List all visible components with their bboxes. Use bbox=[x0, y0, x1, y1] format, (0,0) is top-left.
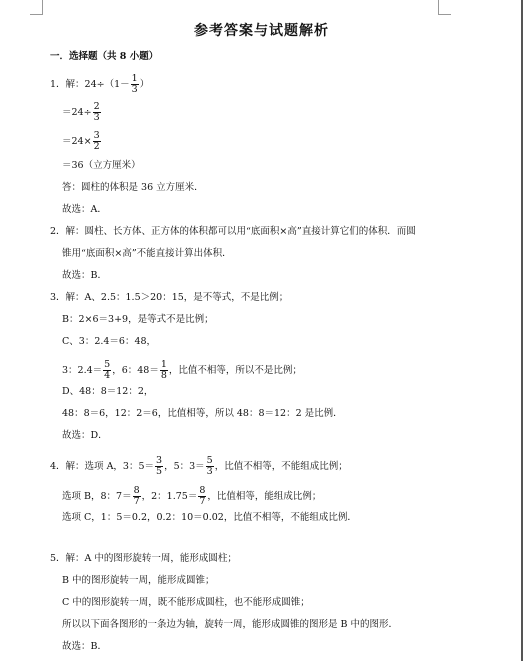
q4-text: ，比值不相等，不能组成比例； bbox=[214, 461, 348, 472]
denominator: 3 bbox=[206, 466, 213, 477]
denominator: 3 bbox=[131, 84, 138, 95]
q4-line-1 bbox=[50, 456, 348, 477]
q1-line-3 bbox=[62, 131, 102, 152]
q3-text: 3：2.4＝ bbox=[62, 365, 103, 376]
fraction bbox=[198, 486, 206, 507]
q5-line-1: 5．解：A 中的图形旋转一周，能形成圆柱； bbox=[50, 553, 237, 564]
numerator: 5 bbox=[104, 359, 111, 370]
fraction bbox=[155, 456, 163, 477]
denominator: 4 bbox=[104, 370, 111, 381]
numerator: 8 bbox=[133, 485, 140, 496]
section-heading: 一．选择题（共 8 小题） bbox=[50, 51, 159, 62]
fraction bbox=[93, 131, 101, 152]
numerator: 5 bbox=[206, 455, 213, 466]
q1-text: 1．解：24÷（1－ bbox=[50, 79, 130, 90]
q5-line-2: B 中的图形旋转一周，能形成圆锥； bbox=[62, 575, 215, 586]
q1-line-4: ＝36（立方厘米） bbox=[62, 160, 141, 171]
fraction bbox=[160, 360, 168, 381]
page-title: 参考答案与试题解析 bbox=[194, 23, 329, 39]
q3-line-3: C、3：2.4＝6：48， bbox=[62, 336, 157, 347]
q1-text: ＝24÷ bbox=[62, 107, 92, 118]
margin-corner-mark-left bbox=[30, 0, 43, 15]
q4-text: ，5：3＝ bbox=[164, 461, 205, 472]
numerator: 1 bbox=[131, 73, 138, 84]
denominator: 7 bbox=[133, 496, 140, 507]
numerator: 2 bbox=[93, 101, 100, 112]
q2-answer: 故选：B． bbox=[62, 270, 107, 281]
q3-line-4 bbox=[62, 360, 302, 381]
q3-text: ，比值不相等，所以不是比例； bbox=[168, 365, 302, 376]
denominator: 3 bbox=[93, 112, 100, 123]
q5-line-4: 所以以下面各图形的一条边为轴，旋转一周，能形成圆锥的图形是 B 中的图形． bbox=[62, 619, 399, 630]
fraction bbox=[131, 74, 139, 95]
q1-text: ） bbox=[139, 79, 150, 90]
numerator: 3 bbox=[156, 455, 163, 466]
q3-line-6: 48：8＝6，12：2＝6，比值相等，所以 48：8＝12：2 是比例． bbox=[62, 408, 343, 419]
q5-answer: 故选：B． bbox=[62, 641, 107, 652]
q2-line-1: 2．解：圆柱、长方体、正方体的体积都可以用“底面积×高”直接计算它们的体积．而圆 bbox=[50, 226, 416, 237]
q4-line-3: 选项 C，1：5＝0.2，0.2：10＝0.02，比值不相等，不能组成比例． bbox=[62, 512, 357, 523]
q2-line-2: 锥用“底面积×高”不能直接计算出体积． bbox=[62, 248, 232, 259]
q1-text: ＝24× bbox=[62, 136, 92, 147]
q1-answer: 故选：A． bbox=[62, 204, 107, 215]
q4-text: ，比值相等，能组成比例； bbox=[207, 491, 322, 502]
q3-line-2: B：2×6＝3+9，是等式不是比例； bbox=[62, 314, 214, 325]
margin-corner-mark-right bbox=[438, 0, 451, 15]
numerator: 1 bbox=[160, 359, 167, 370]
q1-line-1 bbox=[50, 74, 149, 95]
q4-text: ，2：1.75＝ bbox=[141, 491, 198, 502]
denominator: 5 bbox=[156, 466, 163, 477]
q3-answer: 故选：D． bbox=[62, 430, 108, 441]
q1-line-2 bbox=[62, 102, 102, 123]
denominator: 8 bbox=[160, 370, 167, 381]
q3-text: ，6：48＝ bbox=[112, 365, 159, 376]
fraction bbox=[103, 360, 111, 381]
q3-line-1: 3．解：A、2.5：1.5＞20：15，是不等式，不是比例； bbox=[50, 292, 289, 303]
q4-text: 选项 B，8：7＝ bbox=[62, 491, 132, 502]
q4-text: 4．解：选项 A，3：5＝ bbox=[50, 461, 155, 472]
denominator: 2 bbox=[93, 141, 100, 152]
fraction bbox=[93, 102, 101, 123]
numerator: 8 bbox=[199, 485, 206, 496]
q4-line-2 bbox=[62, 486, 321, 507]
numerator: 3 bbox=[93, 130, 100, 141]
q1-line-5: 答：圆柱的体积是 36 立方厘米． bbox=[62, 182, 204, 193]
fraction bbox=[206, 456, 214, 477]
fraction bbox=[133, 486, 141, 507]
q5-line-3: C 中的图形旋转一周，既不能形成圆柱，也不能形成圆锥； bbox=[62, 597, 310, 608]
denominator: 7 bbox=[199, 496, 206, 507]
q3-line-5: D、48：8＝12：2， bbox=[62, 386, 154, 397]
